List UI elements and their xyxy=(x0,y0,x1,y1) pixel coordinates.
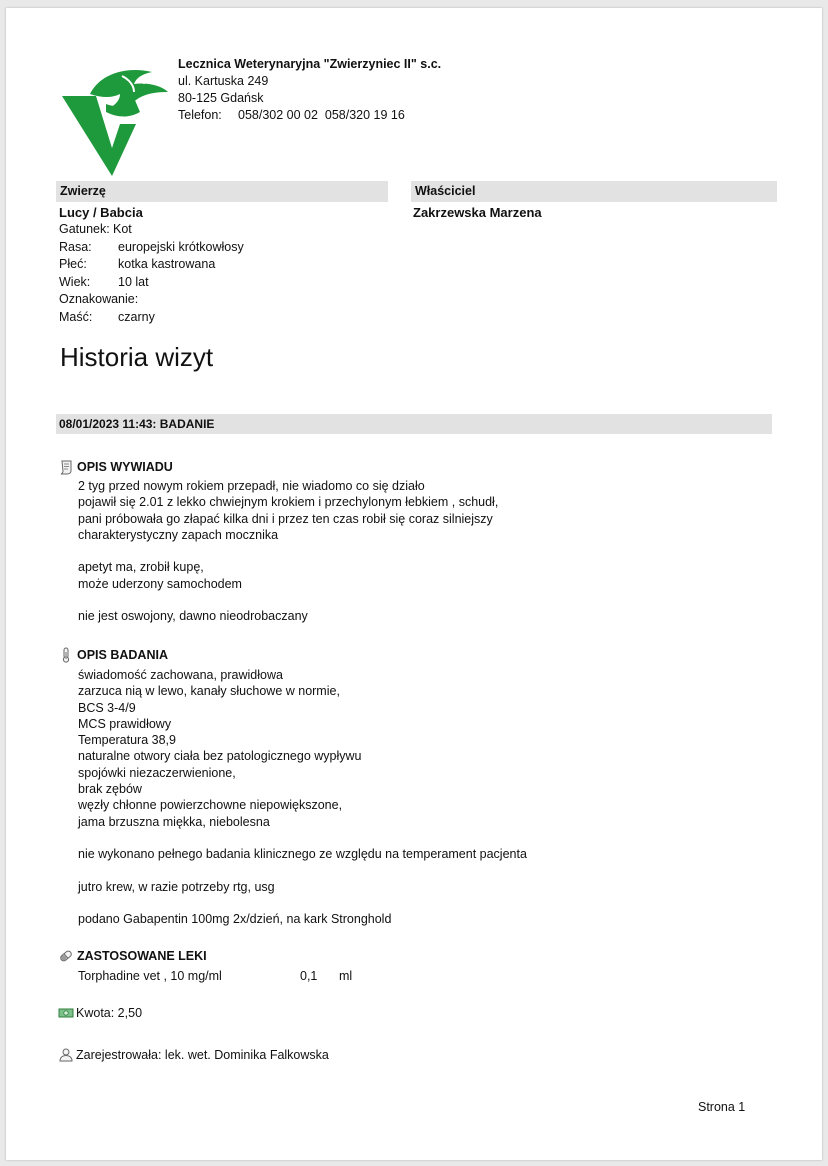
field-value: czarny xyxy=(118,309,155,324)
drug-name: Torphadine vet , 10 mg/ml xyxy=(78,969,222,983)
phone-numbers: 058/302 00 02 058/320 19 16 xyxy=(238,108,405,122)
field-label: Rasa: xyxy=(59,239,92,254)
interview-text xyxy=(78,478,498,625)
interview-section-header xyxy=(58,459,173,475)
animal-field-row xyxy=(59,291,244,309)
clinic-info xyxy=(178,56,441,124)
text-line xyxy=(78,543,498,559)
clinic-address-street: ul. Kartuska 249 xyxy=(178,74,269,88)
clinic-address-city: 80-125 Gdańsk xyxy=(178,91,264,105)
registered-line xyxy=(58,1048,329,1062)
animal-name: Lucy / Babcia xyxy=(59,205,143,220)
exam-title: OPIS BADANIA xyxy=(77,648,168,662)
field-label: Maść: xyxy=(59,309,93,324)
text-line: nie wykonano pełnego badania klinicznego ze względu na temperament pacjenta xyxy=(78,847,527,862)
animal-field-row xyxy=(59,256,244,274)
money-icon xyxy=(58,1006,74,1020)
clinic-phone xyxy=(178,107,441,124)
text-line: Temperatura 38,9 xyxy=(78,733,176,748)
exam-text xyxy=(78,667,527,928)
text-line xyxy=(78,830,527,846)
text-line: BCS 3-4/9 xyxy=(78,700,136,715)
pill-icon xyxy=(58,948,74,964)
document-page xyxy=(6,8,822,1160)
user-icon xyxy=(58,1048,74,1062)
animal-field-row xyxy=(59,221,244,239)
owner-section-header: Właściciel xyxy=(411,181,777,202)
amount-text: Kwota: 2,50 xyxy=(76,1006,143,1020)
thermometer-icon xyxy=(58,647,74,663)
text-line: naturalne otwory ciała bez patologicznego wypływu xyxy=(78,749,362,764)
text-line xyxy=(78,895,527,911)
field-label: Płeć: xyxy=(59,257,87,272)
animal-section-header: Zwierzę xyxy=(56,181,388,202)
text-line: jama brzuszna miękka, niebolesna xyxy=(78,814,270,829)
animal-field-row xyxy=(59,274,244,292)
text-line xyxy=(78,592,498,608)
text-line: jutro krew, w razie potrzeby rtg, usg xyxy=(78,879,275,894)
drug-unit: ml xyxy=(339,969,353,983)
text-line: podano Gabapentin 100mg 2x/dzień, na kark Stronghold xyxy=(78,912,392,927)
text-line: pani próbowała go złapać kilka dni i przez ten czas robił się coraz silniejszy xyxy=(78,511,493,526)
scroll-icon xyxy=(58,459,74,475)
animal-field-row xyxy=(59,309,244,327)
field-value: europejski krótkowłosy xyxy=(118,239,244,254)
text-line: może uderzony samochodem xyxy=(78,576,242,591)
text-line xyxy=(78,863,527,879)
text-line: świadomość zachowana, prawidłowa xyxy=(78,668,283,682)
field-label: Gatunek: xyxy=(59,222,110,236)
text-line: węzły chłonne powierzchowne niepowiększone, xyxy=(78,798,343,813)
text-line: brak zębów xyxy=(78,782,142,797)
amount-line xyxy=(58,1006,142,1020)
animal-field-row xyxy=(59,239,244,257)
page-number: Strona 1 xyxy=(698,1100,746,1114)
phone-label: Telefon: xyxy=(178,108,222,122)
field-value: kotka kastrowana xyxy=(118,257,216,272)
owner-name: Zakrzewska Marzena xyxy=(413,205,542,220)
drugs-title: ZASTOSOWANE LEKI xyxy=(77,949,207,963)
text-line: pojawił się 2.01 z lekko chwiejnym krokiem i przechylonym łebkiem , schudł, xyxy=(78,495,499,510)
clinic-logo xyxy=(56,64,174,178)
drug-amount: 0,1 xyxy=(300,969,318,983)
text-line: nie jest oswojony, dawno nieodrobaczany xyxy=(78,609,308,624)
field-label: Oznakowanie: xyxy=(59,292,139,307)
interview-title: OPIS WYWIADU xyxy=(77,460,173,474)
text-line: apetyt ma, zrobił kupę, xyxy=(78,560,204,575)
field-label: Wiek: xyxy=(59,274,91,289)
field-value: 10 lat xyxy=(118,274,149,289)
animal-fields xyxy=(59,221,244,327)
registered-by-text: Zarejestrowała: lek. wet. Dominika Falkowska xyxy=(76,1048,329,1062)
text-line: charakterystyczny zapach mocznika xyxy=(78,527,279,542)
field-value: Kot xyxy=(113,222,132,236)
drugs-section-header xyxy=(58,948,207,964)
text-line: 2 tyg przed nowym rokiem przepadł, nie wiadomo co się działo xyxy=(78,479,425,493)
text-line: MCS prawidłowy xyxy=(78,716,172,731)
exam-section-header xyxy=(58,647,168,663)
document-title: Historia wizyt xyxy=(60,342,214,372)
text-line: zarzuca nią w lewo, kanały słuchowe w normie, xyxy=(78,684,340,699)
clinic-name: Lecznica Weterynaryjna "Zwierzyniec II" s.c. xyxy=(178,57,442,71)
visit-header: 08/01/2023 11:43: BADANIE xyxy=(56,414,772,434)
text-line: spojówki niezaczerwienione, xyxy=(78,765,236,780)
